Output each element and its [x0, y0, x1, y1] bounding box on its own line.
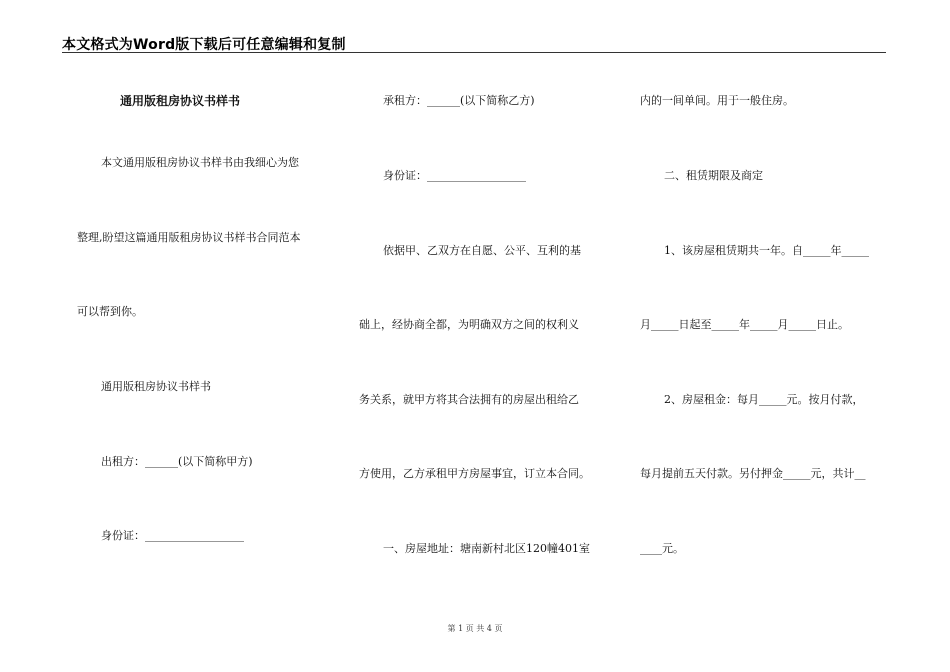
page-footer: 第 1 页 共 4 页: [447, 624, 503, 633]
column-1-line-4: 可以帮到你。: [77, 305, 143, 318]
column-3-line-4: 月_____日起至_____年_____月_____日止。: [640, 318, 849, 331]
column-3-line-6: 每月提前五天付款。另付押金_____元，共计__: [640, 467, 866, 480]
column-1-line-5: 通用版租房协议书样书: [101, 380, 211, 393]
document-title: 通用版租房协议书样书: [120, 94, 241, 108]
lessor-line: 出租方：______(以下简称甲方): [101, 455, 253, 468]
header-divider: [62, 52, 886, 53]
lessee-line: 承租方：______(以下简称乙方): [383, 94, 535, 107]
column-3-line-1: 内的一间单间。用于一般住房。: [640, 94, 794, 107]
property-address-line: 一、房屋地址：塘南新村北区120幢401室: [383, 542, 590, 555]
column-3-line-7: ____元。: [640, 542, 684, 555]
column-2-line-5: 务关系，就甲方将其合法拥有的房屋出租给乙: [359, 393, 579, 406]
column-3-line-5: 2、房屋租金：每月_____元。按月付款，: [664, 393, 864, 406]
column-1-line-3: 整理,盼望这篇通用版租房协议书样书合同范本: [77, 231, 301, 244]
column-1-line-2: 本文通用版租房协议书样书由我细心为您: [101, 156, 299, 169]
column-2-line-3: 依据甲、乙双方在自愿、公平、互利的基: [383, 244, 581, 257]
lessor-id-line: 身份证：__________________: [101, 529, 244, 542]
column-2-line-6: 方使用，乙方承租甲方房屋事宜，订立本合同。: [359, 467, 590, 480]
lease-term-heading: 二、租赁期限及商定: [664, 169, 763, 182]
column-2-line-4: 础上，经协商全都，为明确双方之间的权利义: [359, 318, 579, 331]
document-header-banner: 本文格式为Word版下载后可任意编辑和复制: [62, 37, 346, 53]
column-3-line-3: 1、该房屋租赁期共一年。自_____年_____: [664, 244, 869, 257]
lessee-id-line: 身份证：__________________: [383, 169, 526, 182]
